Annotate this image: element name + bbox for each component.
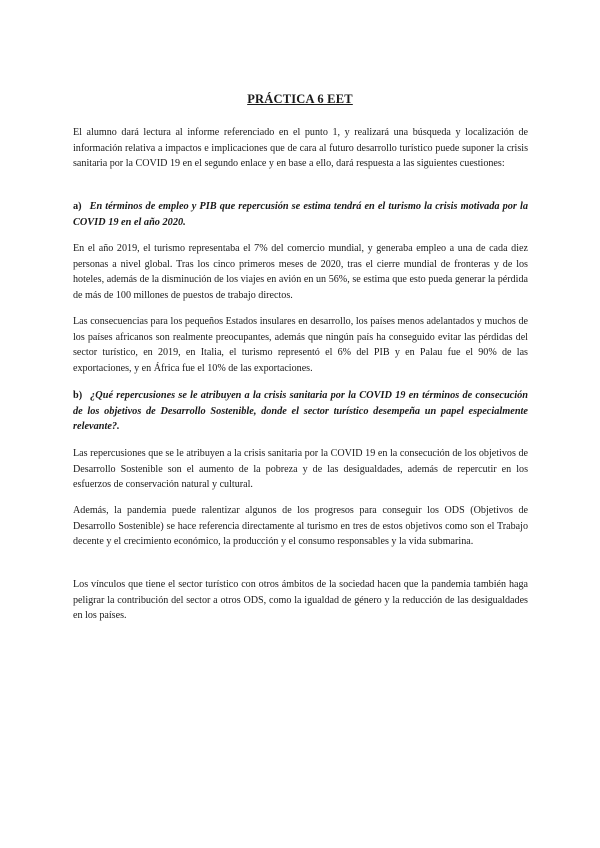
page-title: PRÁCTICA 6 EET — [247, 92, 353, 106]
question-b-label: b) — [73, 390, 83, 401]
question-a-label: a) — [73, 201, 82, 212]
answer-b-paragraph-3: Los vínculos que tiene el sector turístico con otros ámbitos de la sociedad hacen que la pandemia también haga peligrar la contribución del sector a otros ODS, como la igualdad de género y la reducción de las desigualdades en los países. — [73, 579, 528, 622]
answer-b-paragraph-2: Además, la pandemia puede ralentizar algunos de los progresos para conseguir los ODS (Objetivos de Desarrollo Sostenible) se hace referencia directamente al turismo en tres de estos objetivos como son el Trabajo decente y el crecimiento económico, la producción y el consumo responsables y la vida submarina. — [73, 505, 528, 548]
answer-a-paragraph-1: En el año 2019, el turismo representaba el 7% del comercio mundial, y generaba empleo a una de cada diez personas a nivel global. Tras los cinco primeros meses de 2020, tras el cierre mundial de fronteras y de los hoteles, además de la disminución de los viajes en avión en un 56%, se estima que esto pueda generar la pérdida de más de 100 millones de puestos de trabajo directos. — [73, 243, 528, 301]
intro-paragraph: El alumno dará lectura al informe referenciado en el punto 1, y realizará una búsqueda y localización de información relativa a impactos e implicaciones que de cara al futuro desarrollo turístico puede suponer la crisis sanitaria por la COVID 19 en el segundo enlace y en base a ello, dará respuesta a las siguientes cuestiones: — [73, 127, 528, 170]
question-b-text: ¿Qué repercusiones se le atribuyen a la crisis sanitaria por la COVID 19 en términos de consecución de los objetivos de Desarrollo Sostenible, donde el sector turístico desempeña un papel especialmente relevante?. — [73, 390, 528, 433]
answer-b-paragraph-1: Las repercusiones que se le atribuyen a la crisis sanitaria por la COVID 19 en la consecución de los objetivos de Desarrollo Sostenible son el aumento de la pobreza y de las desigualdades, además de repercutir en los esfuerzos de conservación natural y cultural. — [73, 448, 528, 491]
answer-a-paragraph-2: Las consecuencias para los pequeños Estados insulares en desarrollo, los países menos adelantados y muchos de los países africanos son realmente preocupantes, además que ningún país ha conseguido evitar las pérdidas del sector turístico, en 2019, en Italia, el turismo representó el 6% del PIB y en Palau fue el 90% de las exportaciones, y en África fue el 10% de las exportaciones. — [73, 316, 528, 374]
question-b — [73, 388, 528, 435]
question-a-text: En términos de empleo y PIB que repercusión se estima tendrá en el turismo la crisis motivada por la COVID 19 en el año 2020. — [73, 201, 528, 228]
question-a — [73, 199, 528, 230]
